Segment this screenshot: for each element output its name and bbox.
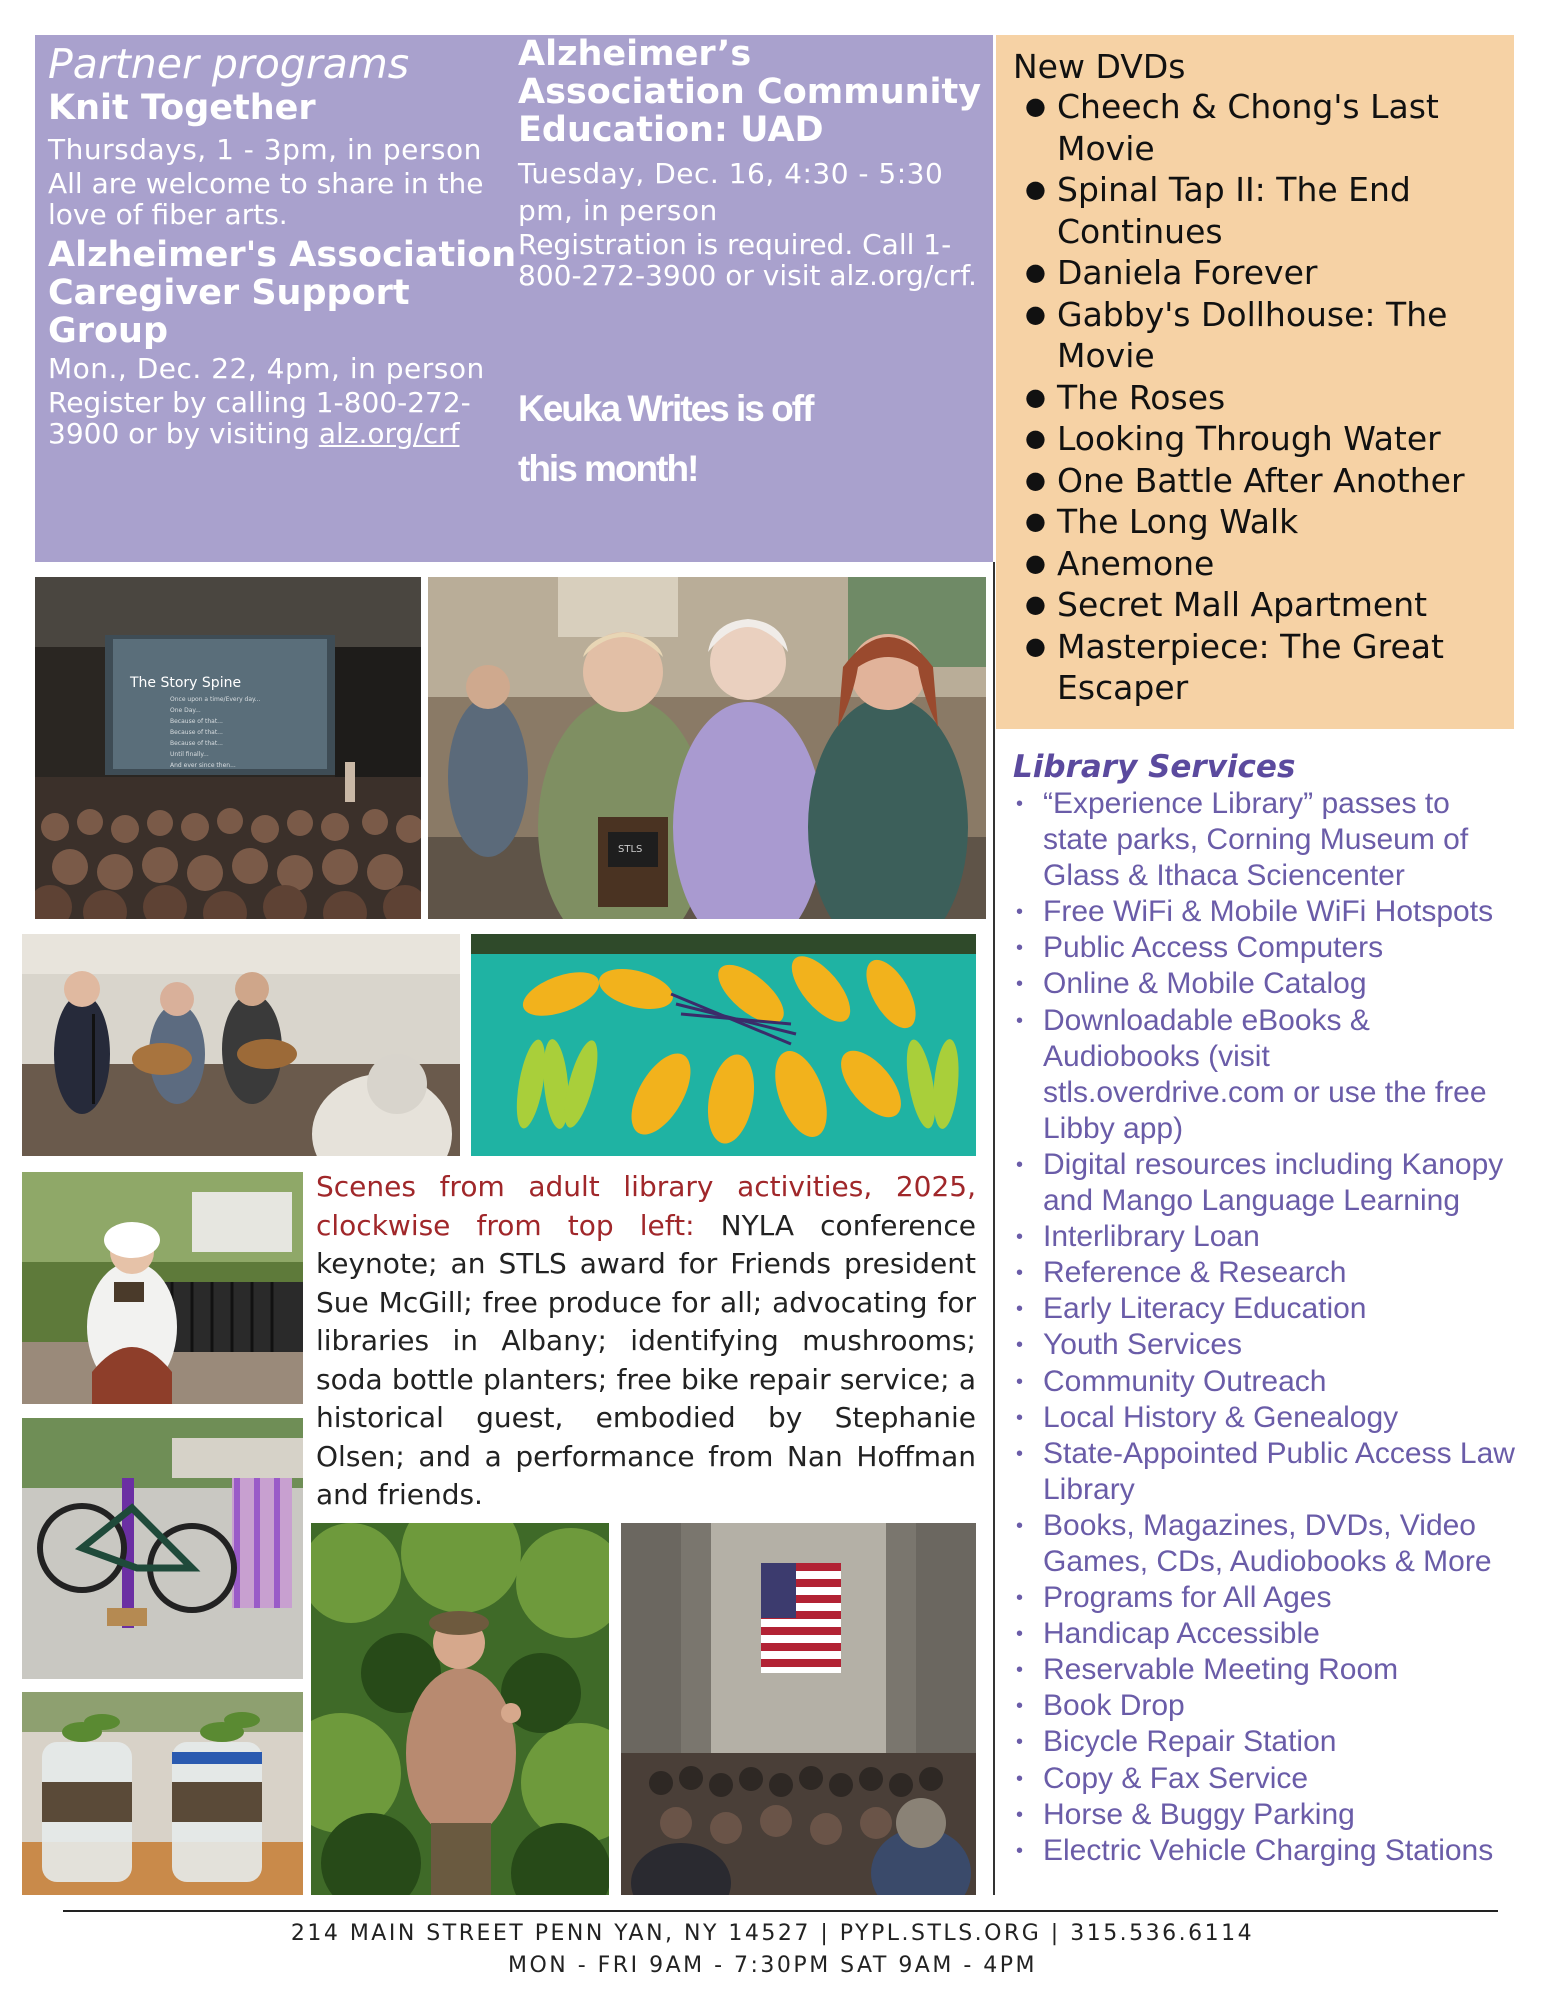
service-label: Local History & Genealogy [1043, 1400, 1399, 1434]
service-item [1013, 1724, 1515, 1760]
plaque-text: STLS [618, 844, 643, 855]
dvd-title: Gabby's Dollhouse: The Movie [1057, 294, 1448, 375]
bullet-icon: • [1016, 1442, 1024, 1465]
service-label: Interlibrary Loan [1043, 1220, 1260, 1254]
service-item [1013, 1833, 1515, 1869]
bullet-icon: ● [1025, 590, 1046, 618]
service-label: Horse & Buggy Parking [1043, 1797, 1355, 1831]
caregiver-title: Alzheimer's Association Caregiver Support Group [48, 235, 517, 351]
service-label: Bicycle Repair Station [1043, 1725, 1337, 1759]
slide-line: Once upon a time/Every day... [170, 696, 261, 703]
library-services-title: Library Services [1013, 749, 1296, 785]
service-item [1013, 930, 1515, 966]
dvd-item [1013, 169, 1514, 252]
service-label: “Experience Library” passes to state parks, Corning Museum of Glass & Ithaca Sciencenter [1043, 787, 1469, 893]
keuka-line-2: this month! [518, 448, 698, 489]
uad-register: Registration is required. Call 1-800-272-3900 or visit alz.org/crf. [518, 228, 977, 292]
service-item [1013, 1508, 1515, 1580]
bullet-icon: • [1016, 1695, 1024, 1718]
dvd-list [1013, 86, 1514, 709]
bullet-icon: • [1016, 1406, 1024, 1429]
bullet-icon: ● [1025, 465, 1046, 494]
slide-line: One Day... [170, 707, 201, 714]
dvd-item [1013, 252, 1514, 294]
photo-performance [22, 934, 460, 1156]
photo-bike-repair [22, 1418, 303, 1679]
bullet-icon: • [1016, 1334, 1024, 1357]
service-item [1013, 966, 1515, 1002]
dvd-title: The Roses [1057, 377, 1226, 417]
keuka-notice [518, 379, 988, 499]
bullet-icon: • [1016, 1514, 1024, 1537]
bullet-icon: ● [1025, 548, 1046, 577]
service-item [1013, 1400, 1515, 1436]
bullet-icon: • [1016, 1226, 1024, 1249]
service-item [1013, 1219, 1515, 1255]
dvd-title: Looking Through Water [1057, 419, 1441, 458]
dvd-item [1013, 584, 1514, 626]
service-item [1013, 894, 1515, 930]
bullet-icon: • [1016, 1298, 1024, 1321]
bullet-icon: • [1016, 1009, 1024, 1032]
slide-line: Because of that... [170, 740, 223, 747]
dvd-title: Cheech & Chong's Last Movie [1057, 87, 1439, 168]
photo-nyla-keynote [35, 577, 421, 919]
service-item [1013, 1327, 1515, 1363]
photo-stls-award [428, 577, 986, 919]
uad-when: Tuesday, Dec. 16, 4:30 - 5:30 pm, in person [518, 157, 944, 227]
partner-programs-panel [35, 35, 993, 562]
service-label: Books, Magazines, DVDs, Video Games, CDs, Audiobooks & More [1043, 1508, 1492, 1578]
column-divider [993, 562, 995, 1895]
dvd-item [1013, 418, 1514, 460]
dvd-item [1013, 543, 1514, 585]
service-item [1013, 1688, 1515, 1724]
bullet-icon: • [1016, 1659, 1024, 1682]
partner-column-right [518, 35, 988, 499]
photo-caption [316, 1168, 976, 1515]
service-label: Book Drop [1043, 1689, 1185, 1723]
dvd-title: The Long Walk [1057, 502, 1299, 541]
caption-lead: Scenes from adult library activities, 2025, clockwise from top left: [316, 1170, 976, 1242]
caption-body: NYLA conference keynote; an STLS award for Friends president Sue McGill; free produce for all; advocating for libraries in Albany; identifying mushrooms; soda bottle planters; free bike repair service; a historical guest, embodied by Stephanie Olsen; and a performance from Nan Hoffman and friends. [316, 1208, 977, 1511]
service-label: Early Literacy Education [1043, 1292, 1367, 1326]
photo-soda-bottle-planters [22, 1692, 303, 1895]
bullet-icon: • [1016, 1370, 1024, 1393]
service-item [1013, 1147, 1515, 1219]
bullet-icon: • [1016, 1839, 1024, 1862]
service-label: Digital resources including Kanopy and Mango Language Learning [1043, 1147, 1504, 1218]
bullet-icon: ● [1025, 424, 1046, 452]
service-item [1013, 786, 1515, 894]
service-label: Reference & Research [1043, 1256, 1347, 1290]
slide-line: And ever since then... [170, 762, 236, 769]
bullet-icon: • [1016, 1262, 1024, 1285]
bullet-icon: • [1016, 1153, 1024, 1176]
bullet-icon: • [1016, 1731, 1024, 1754]
service-item [1013, 1580, 1515, 1616]
service-item [1013, 1797, 1515, 1833]
bullet-icon: • [1016, 1587, 1024, 1610]
bullet-icon: • [1016, 1803, 1024, 1826]
bullet-icon: ● [1025, 175, 1046, 203]
photo-historical-guest [22, 1172, 303, 1404]
partner-column-left [48, 39, 528, 449]
slide-title: The Story Spine [130, 675, 242, 691]
dvd-title: One Battle After Another [1057, 460, 1465, 500]
dvd-item [1013, 294, 1514, 377]
service-item [1013, 1003, 1515, 1147]
slide-line: Because of that... [170, 729, 223, 736]
dvd-item [1013, 377, 1514, 419]
service-item [1013, 1761, 1515, 1797]
service-label: Youth Services [1043, 1328, 1243, 1362]
service-label: Reservable Meeting Room [1043, 1653, 1399, 1687]
service-label: Electric Vehicle Charging Stations [1043, 1833, 1494, 1867]
service-label: Copy & Fax Service [1043, 1761, 1309, 1795]
service-label: Free WiFi & Mobile WiFi Hotspots [1043, 895, 1494, 929]
bullet-icon: • [1016, 1767, 1024, 1790]
photo-free-produce [471, 934, 976, 1156]
service-label: Programs for All Ages [1043, 1581, 1332, 1615]
bullet-icon: ● [1025, 92, 1046, 120]
dvd-item [1013, 501, 1514, 543]
service-label: State-Appointed Public Access Law Library [1043, 1436, 1515, 1506]
slide-line: Until finally... [170, 751, 209, 758]
service-item [1013, 1291, 1515, 1327]
bullet-icon: ● [1025, 631, 1046, 660]
bullet-icon: ● [1025, 507, 1046, 535]
dvd-title: Spinal Tap II: The End Continues [1057, 170, 1411, 251]
footer-address: 214 MAIN STREET PENN YAN, NY 14527 | PYPL.STLS.ORG | 315.536.6114 [290, 1921, 1255, 1946]
service-item [1013, 1364, 1515, 1400]
dvds-title: New DVDs [1013, 47, 1186, 86]
service-label: Handicap Accessible [1043, 1617, 1320, 1651]
bullet-icon: ● [1025, 299, 1046, 328]
footer-hours: MON - FRI 9AM - 7:30PM SAT 9AM - 4PM [507, 1953, 1038, 1978]
dvd-title: Masterpiece: The Great Escaper [1057, 626, 1444, 707]
footer [0, 1918, 1545, 1982]
service-item [1013, 1616, 1515, 1652]
bullet-icon: ● [1025, 258, 1046, 286]
service-item [1013, 1652, 1515, 1688]
caregiver-when: Mon., Dec. 22, 4pm, in person [48, 352, 485, 385]
dvd-title: Secret Mall Apartment [1057, 585, 1428, 624]
library-services [1013, 748, 1515, 1869]
bullet-icon: • [1016, 1623, 1024, 1646]
photo-albany-advocacy [621, 1523, 976, 1895]
new-dvds-panel [996, 35, 1514, 729]
dvd-title: Daniela Forever [1057, 253, 1318, 292]
dvd-item [1013, 86, 1514, 169]
knit-desc: All are welcome to share in the love of fiber arts. [48, 167, 484, 231]
service-label: Online & Mobile Catalog [1043, 967, 1367, 1001]
footer-rule [63, 1910, 1498, 1912]
service-item [1013, 1436, 1515, 1508]
alz-link[interactable]: alz.org/crf [318, 417, 460, 450]
service-label: Public Access Computers [1043, 931, 1384, 965]
bullet-icon: • [1016, 937, 1024, 960]
service-item [1013, 1255, 1515, 1291]
photo-identifying-mushrooms [311, 1523, 609, 1895]
bullet-icon: ● [1025, 382, 1046, 411]
knit-title: Knit Together [48, 88, 316, 128]
service-label: Community Outreach [1043, 1364, 1327, 1398]
keuka-line-1: Keuka Writes is off [518, 388, 813, 429]
bullet-icon: • [1016, 901, 1024, 924]
slide-line: Because of that... [170, 718, 223, 725]
service-label: Downloadable eBooks & Audiobooks (visit stls.overdrive.com or use the free Libby app) [1043, 1003, 1487, 1145]
bullet-icon: • [1016, 973, 1024, 996]
dvd-title: Anemone [1057, 543, 1215, 583]
dvd-item [1013, 626, 1514, 709]
dvd-item [1013, 460, 1514, 502]
uad-title: Alzheimer’s Association Community Education: UAD [518, 34, 982, 150]
bullet-icon: • [1016, 793, 1024, 815]
caregiver-register [48, 387, 488, 449]
partner-section-title: Partner programs [48, 40, 410, 88]
knit-when: Thursdays, 1 - 3pm, in person [48, 133, 482, 166]
caregiver-register-text: Register by calling 1-800-272-3900 or by visiting [48, 386, 471, 450]
library-services-list [1013, 786, 1515, 1869]
